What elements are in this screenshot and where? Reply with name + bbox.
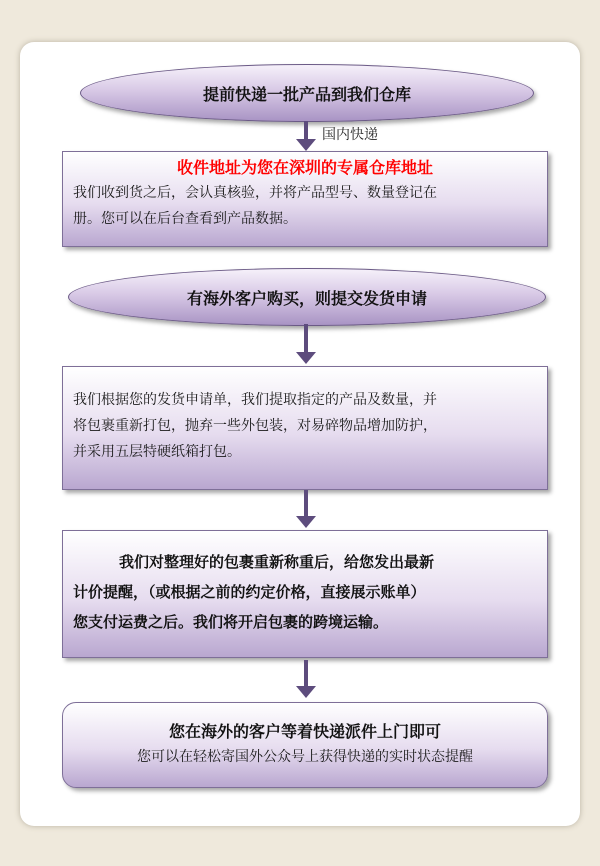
step3-oval [68,268,546,326]
step2-line1: 我们收到货之后，会认真核验，并将产品型号、数量登记在 [73,185,437,201]
step5-box [62,530,548,658]
step1-title: 提前快递一批产品到我们仓库 [202,84,411,104]
step2-box [62,151,548,247]
step6-box [62,702,548,788]
arrow-down-icon [296,324,316,364]
arrow-down-icon [296,660,316,698]
step2-highlight: 收件地址为您在深圳的专属仓库地址 [176,158,433,177]
step4-box [62,366,548,490]
step5-line1: 我们对整理好的包裹重新称重后，给您发出最新 [119,553,435,571]
arrow1-label: 国内快递 [322,127,378,143]
step5-line2: 计价提醒，（或根据之前的约定价格，直接展示账单） [73,583,426,601]
step5-line3: 您支付运费之后。我们将开启包裹的跨境运输。 [73,613,389,631]
step4-line2: 将包裹重新打包，抛弃一些外包装，对易碎物品增加防护， [73,418,437,434]
step2-line2: 册。您可以在后台查看到产品数据。 [73,211,297,227]
step6-subtitle: 您可以在轻松寄国外公众号上获得快递的实时状态提醒 [137,749,473,765]
step6-title: 您在海外的客户等着快递派件上门即可 [168,722,441,741]
step4-line1: 我们根据您的发货申请单，我们提取指定的产品及数量，并 [73,392,437,408]
step3-title: 有海外客户购买，则提交发货申请 [186,288,427,308]
arrow-down-icon [296,490,316,528]
step4-line3: 并采用五层特硬纸箱打包。 [73,444,241,460]
step1-oval [80,64,534,122]
arrow-down-icon [296,121,316,151]
